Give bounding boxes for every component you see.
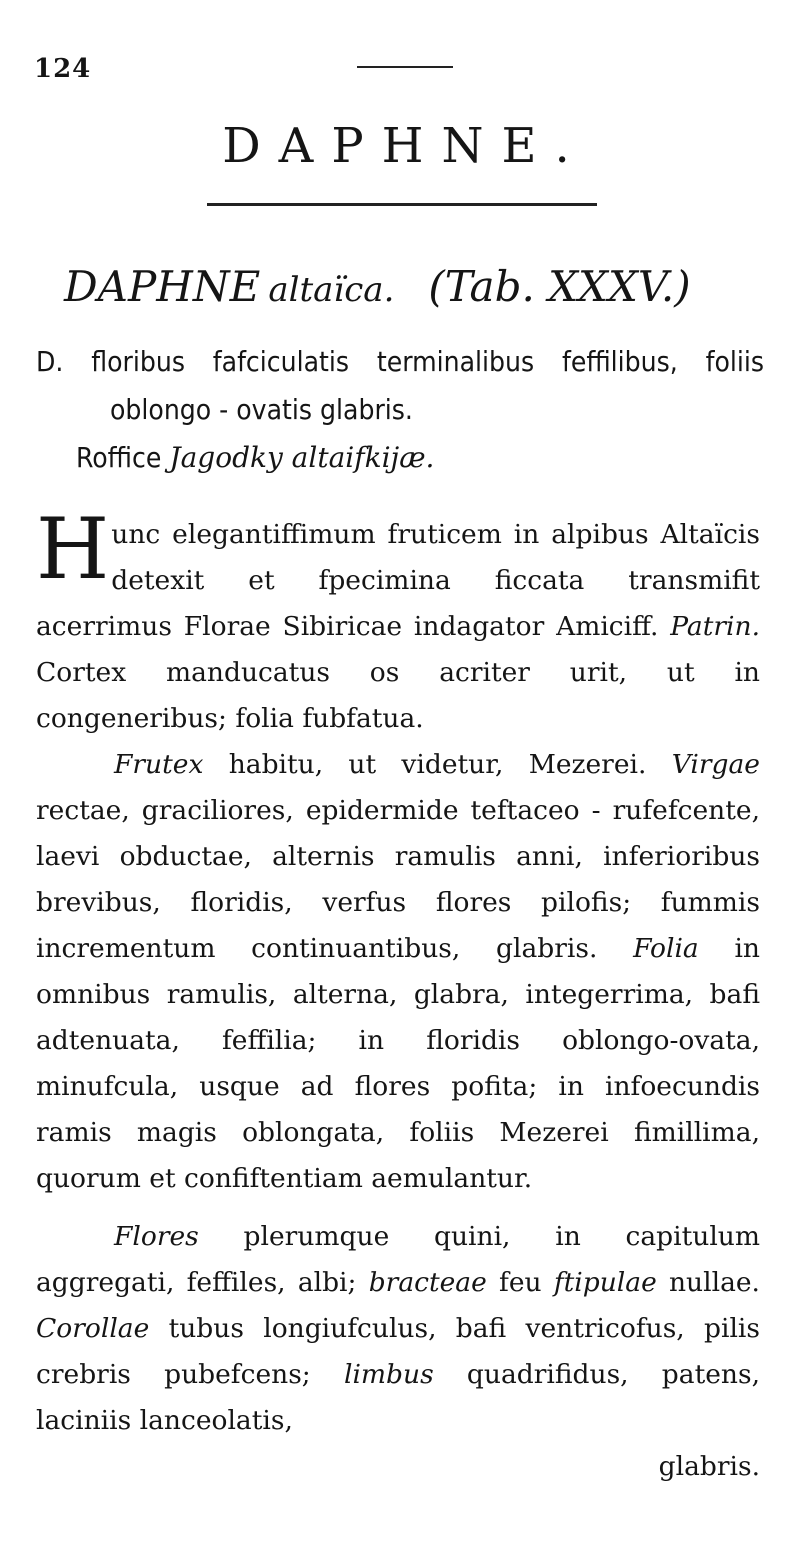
diagnosis (36, 338, 764, 482)
term-limbus: limbus (343, 1359, 434, 1390)
stipulae-text: nullae. (668, 1267, 760, 1298)
collector-name: Patrin. (670, 611, 760, 642)
russian-prefix: Roffice (76, 441, 162, 474)
folia-text: in omnibus ramulis, alterna, glabra, integerrima, bafi adtenuata, feffilia; in floridis oblongo-ovata, minufcula, usque ad flores pofita; in infoecundis ramis magis oblongata, foliis Mezerei fimillima, quorum et confiftentiam aemulantur. (36, 933, 760, 1194)
intro-text: unc elegantiffimum fruticem in alpibus Altaïcis detexit et fpecimina ficcata transmifit acerrimus Florae Sibiricae indagator Amiciff. (36, 519, 760, 642)
drop-cap: H (36, 500, 110, 598)
description-body (36, 500, 760, 1490)
plate-reference: (Tab. XXXV.) (428, 262, 691, 311)
intro-text-cortex: Cortex manducatus os acriter urit, ut in congeneribus; folia fubfatua. (36, 657, 760, 734)
flores-text: plerumque quini, in capitulum aggregati, feffiles, albi; (36, 1221, 760, 1298)
term-folia: Folia (633, 933, 699, 964)
genus-title: DAPHNE. (222, 118, 588, 174)
russian-name: Jagodky altaifkijæ. (169, 441, 435, 474)
title-divider (207, 203, 597, 206)
term-virgae: Virgae (671, 749, 760, 780)
final-word: glabris. (658, 1451, 760, 1482)
species-epithet: altaïca. (268, 270, 395, 310)
paragraph-frutex (36, 742, 760, 1202)
page-number: 124 (34, 54, 92, 84)
corollae-text: tubus longiufculus, bafi ventricofus, pilis crebris pubefcens; (36, 1313, 760, 1390)
header-rule (357, 66, 453, 68)
paragraph-flores (36, 1214, 760, 1490)
bracteae-text: feu (499, 1267, 542, 1298)
limbus-text: quadrifidus, patens, laciniis lanceolatis, (36, 1359, 760, 1436)
russian-name-line (36, 434, 764, 482)
virgae-text: rectae, graciliores, epidermide teftaceo - rufefcente, laevi obductae, alternis ramulis anni, inferioribus brevibus, floridis, verfus flores pilofis; fummis incrementum continuantibus, glabris. (36, 795, 760, 964)
term-frutex: Frutex (114, 749, 204, 780)
frutex-text: habitu, ut videtur, Mezerei. (228, 749, 647, 780)
paragraph-intro (36, 500, 760, 742)
term-bracteae: bracteae (368, 1267, 487, 1298)
diagnosis-line-2: oblongo - ovatis glabris. (110, 393, 413, 426)
species-heading (64, 262, 691, 311)
term-corollae: Corollae (36, 1313, 150, 1344)
diagnosis-line-1: D. floribus fafciculatis terminalibus feffilibus, foliis (36, 345, 764, 378)
term-stipulae: ftipulae (553, 1267, 657, 1298)
term-flores: Flores (114, 1221, 199, 1252)
species-name: DAPHNE (64, 262, 261, 311)
